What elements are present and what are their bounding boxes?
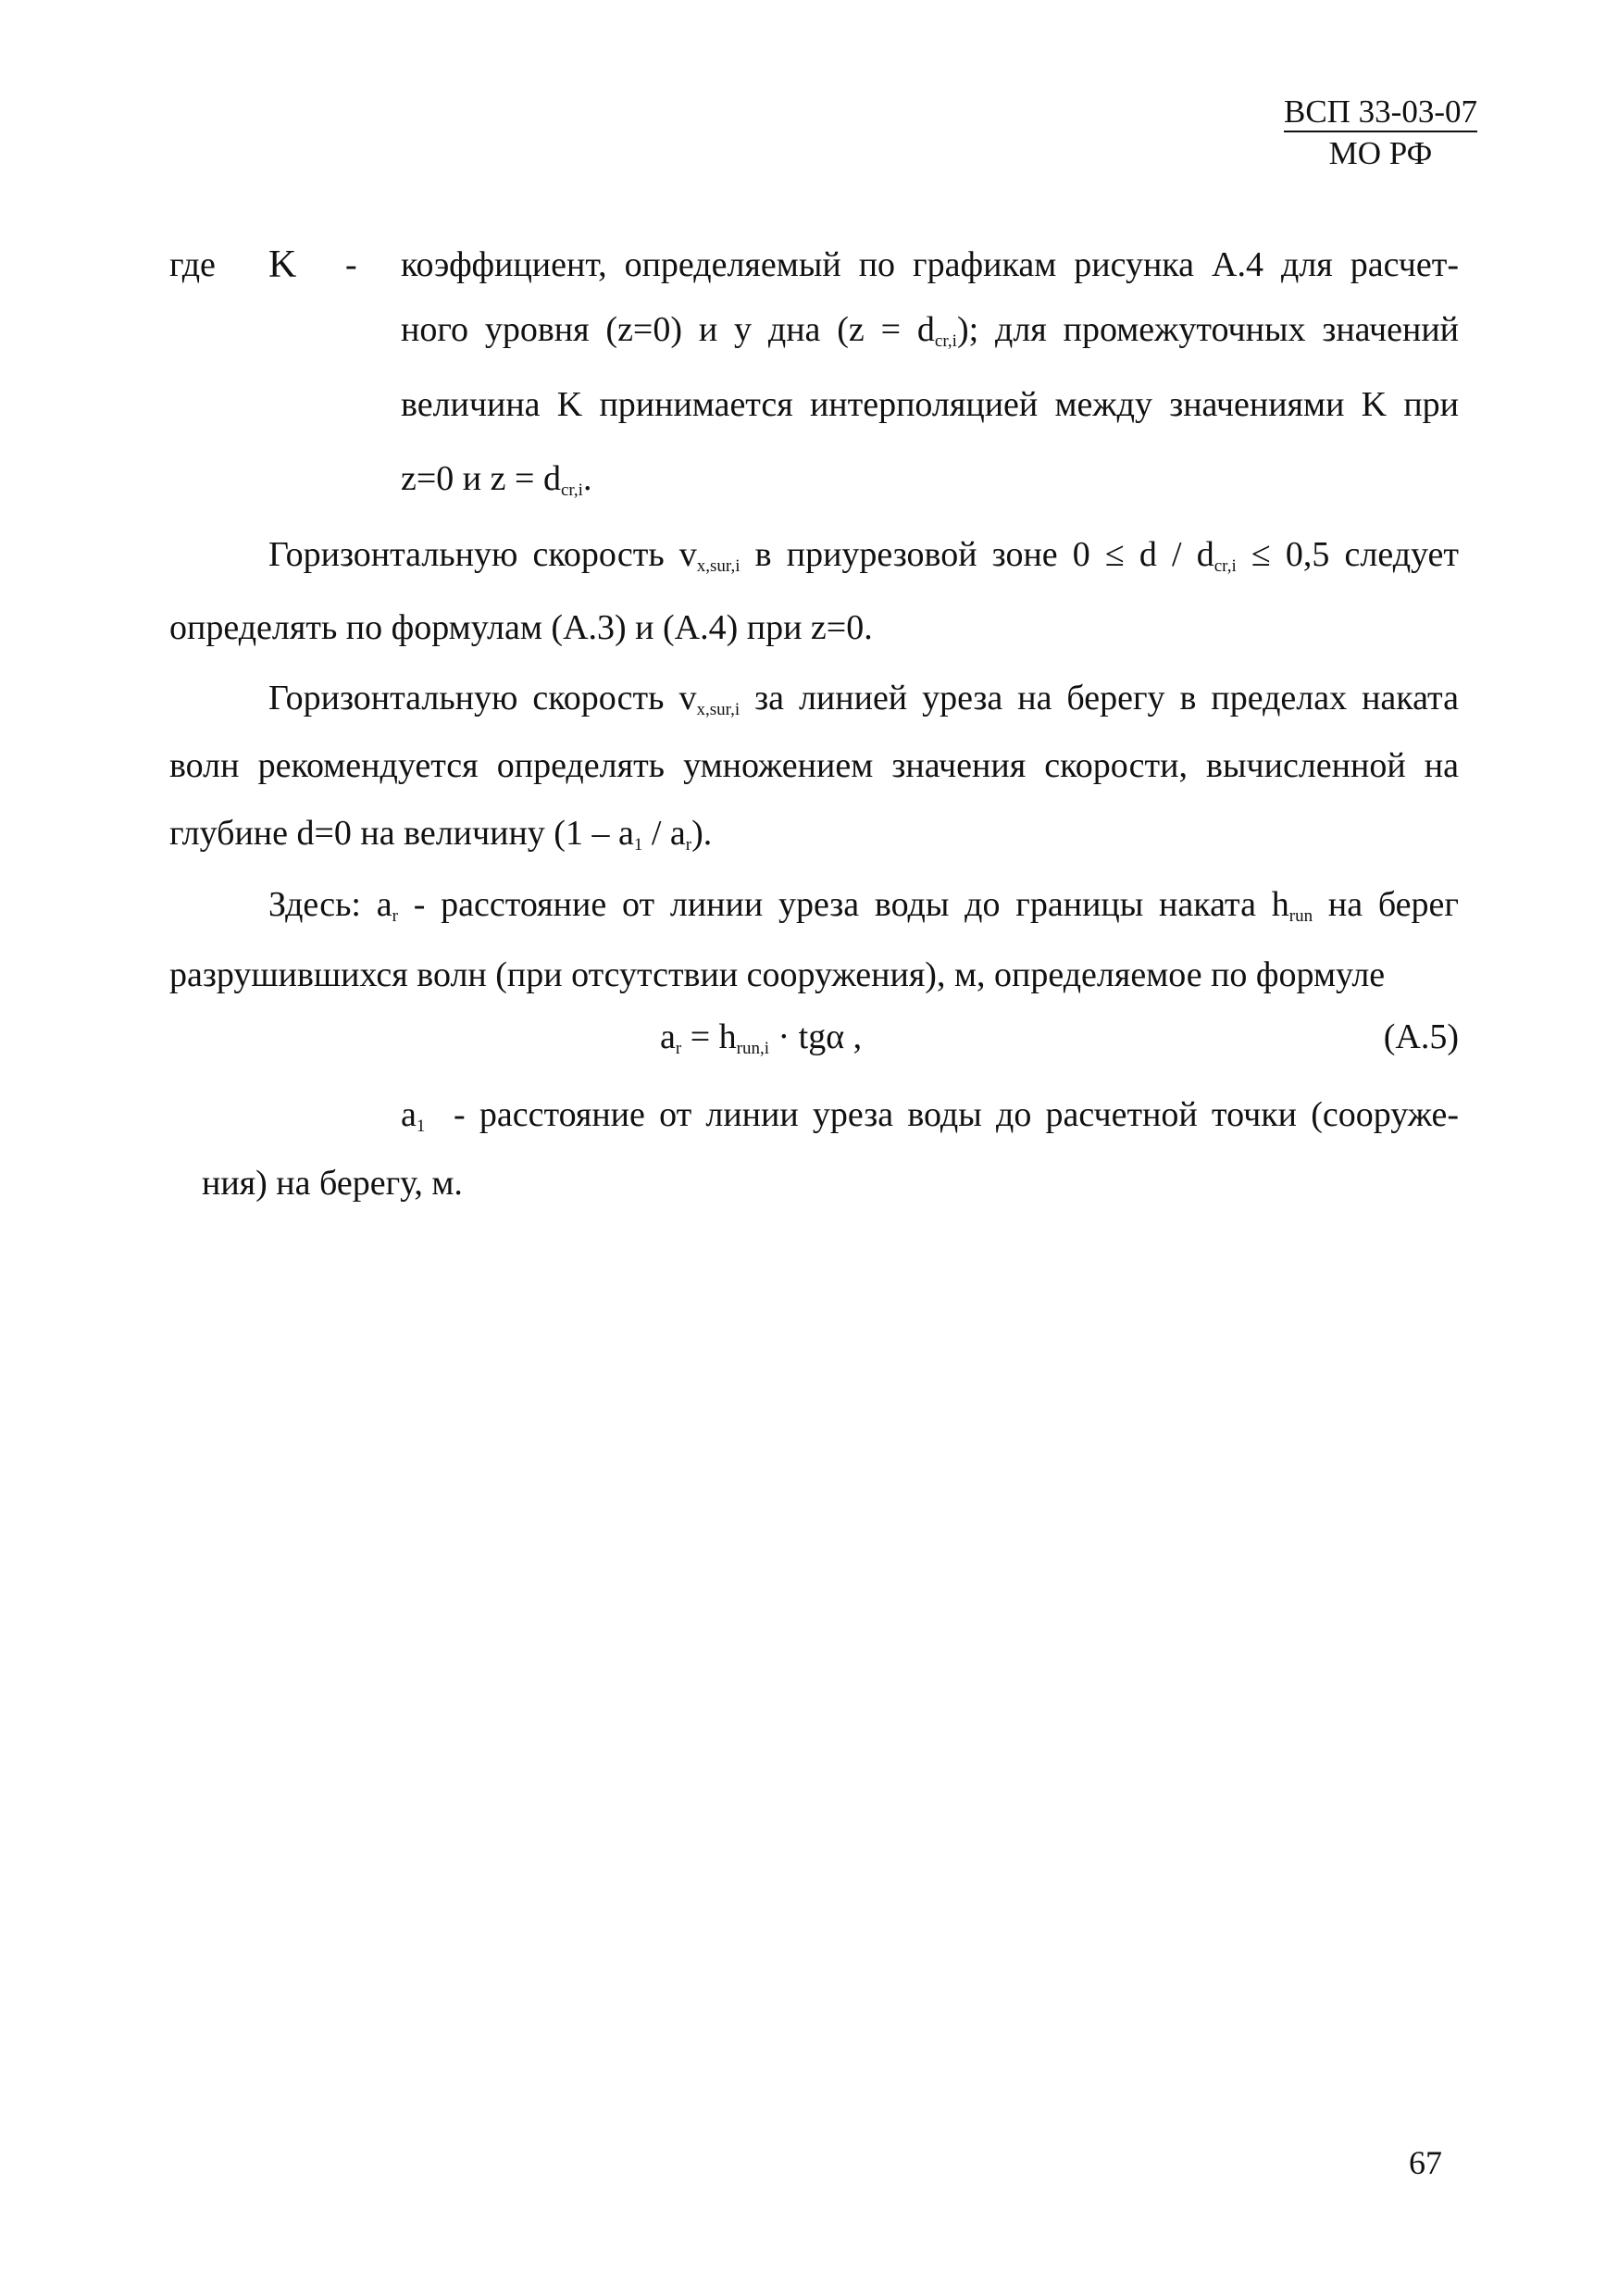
definition-line-2-text-a: ного уровня (z=0) и у дна ( — [401, 310, 849, 349]
para1-text-b: в приурезовой зоне — [740, 535, 1073, 574]
para3-text-c: на берег — [1313, 885, 1459, 924]
definition-line-2-text-b: ); для промежуточных значений — [956, 310, 1460, 349]
definition-dash: - — [345, 245, 357, 284]
formula-mid: = h — [681, 1017, 737, 1056]
definition-line-2 — [401, 310, 1460, 351]
hrun-subscript: run — [1288, 906, 1313, 926]
condition-subscript: cr,i — [1214, 556, 1237, 576]
ar-subscript: r — [392, 906, 398, 926]
para3-text-b: - расстояние от линии уреза воды до границы наката h — [397, 885, 1289, 924]
def2-line-1: - расстояние от линии уреза воды до расчетной точки (сооруже- — [454, 1095, 1459, 1134]
formula-subscript: cr,i — [934, 331, 957, 351]
where-label: где — [169, 245, 216, 284]
para3-text-a: Здесь: a — [268, 885, 392, 924]
para2-text-a: Горизонтальную скорость — [268, 679, 679, 718]
ratio-formula-b: / a — [642, 814, 686, 853]
para1-text-a: Горизонтальную скорость — [268, 535, 679, 574]
formula-a5 — [660, 1017, 863, 1058]
velocity-subscript: x,sur,i — [696, 700, 741, 719]
formula-rhs: · tgα , — [769, 1017, 863, 1056]
definition-line-4 — [401, 459, 592, 500]
para1-line-2: определять по формулам (А.3) и (А.4) при z=0. — [169, 608, 873, 647]
a1-subscript: 1 — [416, 1117, 426, 1136]
formula-subscript: cr,i — [560, 480, 583, 500]
velocity-symbol: v — [678, 679, 697, 718]
symbol-a1 — [401, 1095, 426, 1136]
para2-line-3 — [169, 814, 713, 855]
para3-line-1 — [268, 885, 1459, 926]
velocity-symbol: v — [678, 535, 697, 574]
definition-line-3: величина K принимается интерполяцией между значениями K при — [401, 385, 1459, 424]
ratio-formula-a: 1 – a — [565, 814, 634, 853]
z-eq-dcri-formula: z = d — [848, 310, 935, 349]
para2-line-3-text-a: глубине d=0 на величину ( — [169, 814, 566, 853]
symbol-k: K — [268, 243, 297, 286]
z-eq-dcri-formula: z = d — [490, 459, 561, 498]
doc-code: ВСП 33-03-07 — [1284, 94, 1477, 132]
definition-line-4-text-a: z=0 и — [401, 459, 491, 498]
para1-text-c: ≤ 0,5 следует — [1236, 535, 1460, 574]
definition-line-4-text-b: . — [582, 459, 592, 498]
para2-line-3-text-b: ). — [691, 814, 713, 853]
ratio-subscript-r: r — [685, 835, 692, 855]
formula-mid-subscript: run,i — [736, 1039, 769, 1058]
formula-lhs-subscript: r — [675, 1039, 682, 1058]
velocity-subscript: x,sur,i — [696, 556, 741, 576]
ratio-subscript-1: 1 — [633, 835, 643, 855]
para1-line-1 — [268, 535, 1460, 576]
doc-header — [1284, 95, 1477, 169]
definition-line-1: коэффициент, определяемый по графикам рисунка А.4 для расчет- — [401, 245, 1459, 284]
page-number: 67 — [1409, 2144, 1442, 2181]
doc-org: МО РФ — [1328, 135, 1433, 171]
a1-symbol: a — [401, 1095, 417, 1134]
def2-line-2: ния) на берегу, м. — [202, 1164, 463, 1203]
condition-formula: 0 ≤ d / d — [1072, 535, 1214, 574]
formula-lhs: a — [660, 1017, 676, 1056]
para3-line-2: разрушившихся волн (при отсутствии сооружения), м, определяемое по формуле — [169, 955, 1386, 994]
para2-text-b: за линией уреза на берегу в пределах наката — [740, 679, 1459, 718]
para2-line-2: волн рекомендуется определять умножением значения скорости, вычисленной на — [169, 746, 1459, 785]
para2-line-1 — [268, 679, 1459, 719]
formula-number: (А.5) — [1383, 1017, 1459, 1056]
